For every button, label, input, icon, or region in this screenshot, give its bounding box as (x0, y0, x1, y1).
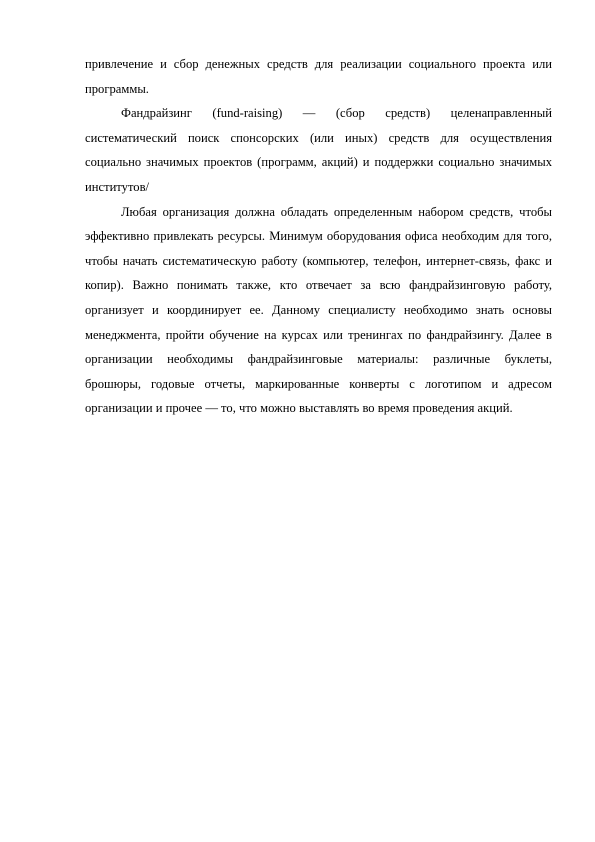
paragraph-fundraising-definition: Фандрайзинг (fund-raising) — (сбор средств) целенаправленный систематический поиск спонсорских (или иных) средств для осуществления социально значимых проектов (программ, акций) и поддержки социально значимых институтов/ (85, 106, 552, 194)
body-text (85, 52, 552, 421)
paragraph-continuation: привлечение и сбор денежных средств для реализации социального проекта или программы. (85, 57, 552, 96)
paragraph-organization-resources: Любая организация должна обладать определенным набором средств, чтобы эффективно привлекать ресурсы. Минимум оборудования офиса необходим для того, чтобы начать систематическую работу (компьютер, телефон, интернет-связь, факс и копир). Важно понимать также, кто отвечает за всю фандрайзинговую работу, организует и координирует ее. Данному специалисту необходимо знать основы менеджмента, пройти обучение на курсах или тренингах по фандрайзингу. Далее в организации необходимы фандрайзинговые материалы: различные буклеты, брошюры, годовые отчеты, маркированные конверты с логотипом и адресом организации и прочее — то, что можно выставлять во время проведения акций. (85, 204, 552, 416)
